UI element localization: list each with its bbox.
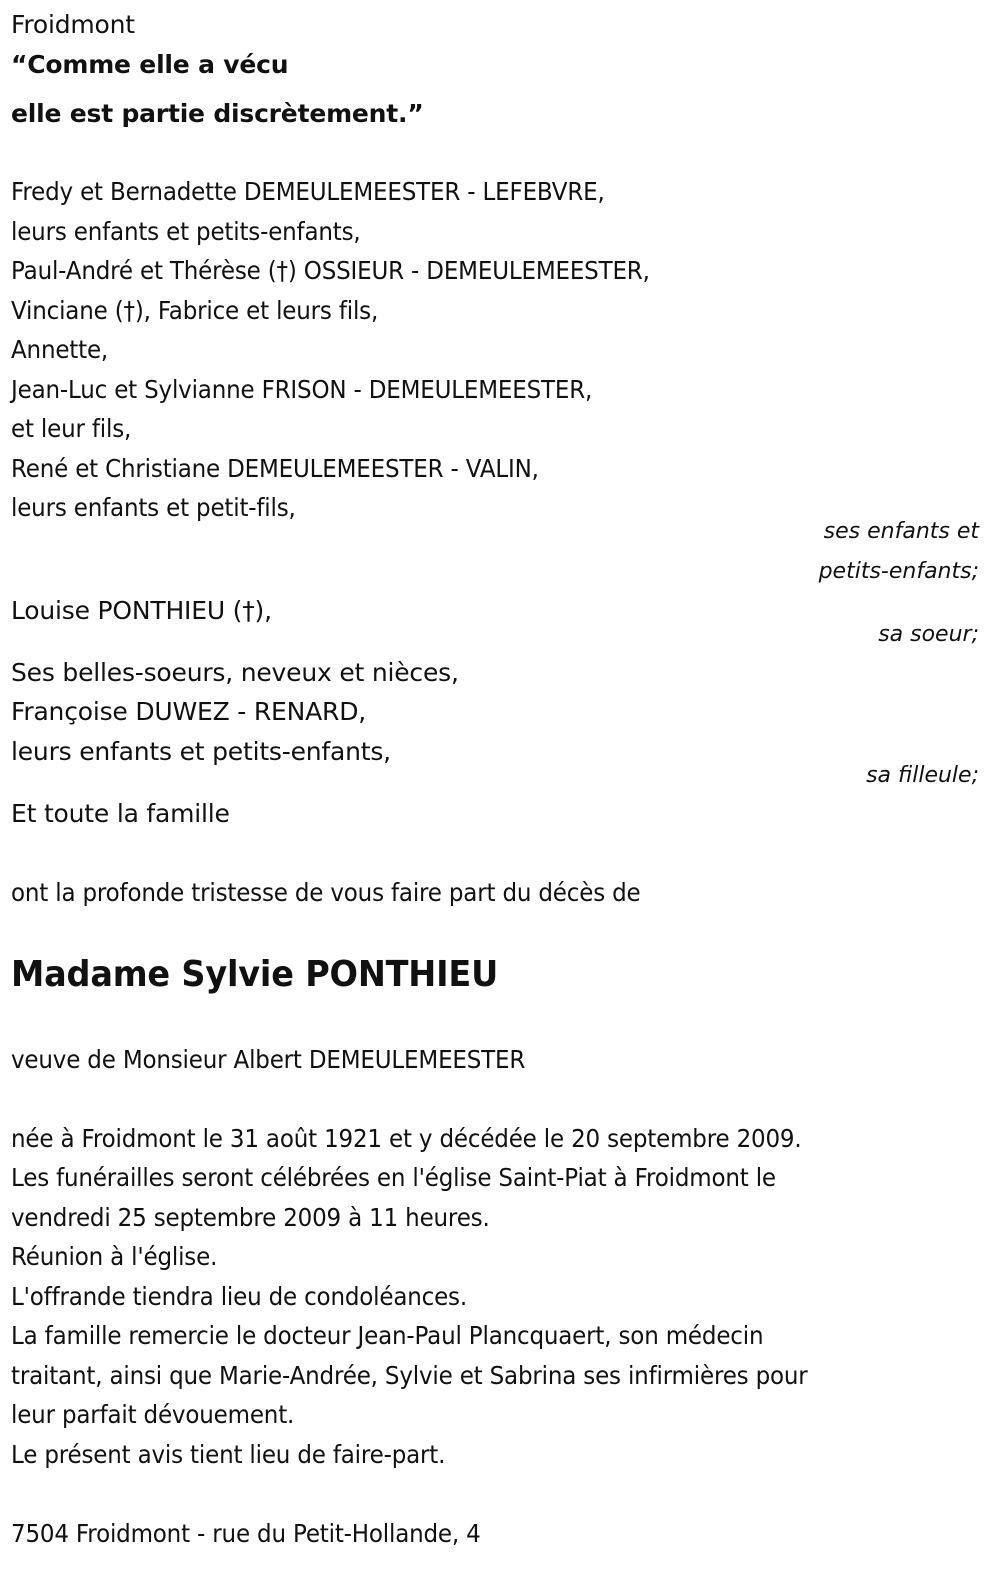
detail-line: traitant, ainsi que Marie-Andrée, Sylvie et Sabrina ses infirmières pour xyxy=(11,1361,808,1390)
relation-children-1: ses enfants et xyxy=(823,519,979,544)
detail-line: vendredi 25 septembre 2009 à 11 heures. xyxy=(11,1203,490,1232)
relation-children-2: petits-enfants; xyxy=(818,559,979,584)
detail-line: Réunion à l'église. xyxy=(11,1242,218,1271)
place-heading: Froidmont xyxy=(11,10,135,39)
detail-line: Les funérailles seront célébrées en l'église Saint-Piat à Froidmont le xyxy=(11,1163,776,1192)
family-line: Ses belles-soeurs, neveux et nièces, xyxy=(11,658,459,687)
family-line: leurs enfants et petits-enfants, xyxy=(11,737,391,766)
relation-sister: sa soeur; xyxy=(878,622,979,647)
detail-line: La famille remercie le docteur Jean-Paul Plancquaert, son médecin xyxy=(11,1321,764,1350)
family-line: René et Christiane DEMEULEMEESTER - VALIN, xyxy=(11,454,539,483)
family-line: Jean-Luc et Sylvianne FRISON - DEMEULEMEESTER, xyxy=(11,375,593,404)
widow-of-line: veuve de Monsieur Albert DEMEULEMEESTER xyxy=(11,1045,526,1074)
quote-line-1: “Comme elle a vécu xyxy=(11,50,289,79)
relation-goddaughter: sa filleule; xyxy=(866,763,979,788)
address-line: 7504 Froidmont - rue du Petit-Hollande, 4 xyxy=(11,1519,481,1548)
family-line: Annette, xyxy=(11,335,109,364)
detail-line: née à Froidmont le 31 août 1921 et y décédée le 20 septembre 2009. xyxy=(11,1124,802,1153)
deceased-name: Madame Sylvie PONTHIEU xyxy=(11,954,499,995)
quote-line-2: elle est partie discrètement.” xyxy=(11,99,424,128)
family-line: Françoise DUWEZ - RENARD, xyxy=(11,697,366,726)
announcement-intro: ont la profonde tristesse de vous faire part du décès de xyxy=(11,878,641,907)
family-line: et leur fils, xyxy=(11,414,132,443)
sister-line: Louise PONTHIEU (†), xyxy=(11,596,272,625)
family-line: Vinciane (†), Fabrice et leurs fils, xyxy=(11,296,379,325)
detail-line: leur parfait dévouement. xyxy=(11,1400,295,1429)
family-line: Fredy et Bernadette DEMEULEMEESTER - LEFEBVRE, xyxy=(11,177,605,206)
family-line: leurs enfants et petits-enfants, xyxy=(11,217,361,246)
family-line: leurs enfants et petit-fils, xyxy=(11,493,296,522)
detail-line: Le présent avis tient lieu de faire-part. xyxy=(11,1440,446,1469)
whole-family-line: Et toute la famille xyxy=(11,799,230,828)
family-line: Paul-André et Thérèse (†) OSSIEUR - DEMEULEMEESTER, xyxy=(11,256,650,285)
detail-line: L'offrande tiendra lieu de condoléances. xyxy=(11,1282,467,1311)
